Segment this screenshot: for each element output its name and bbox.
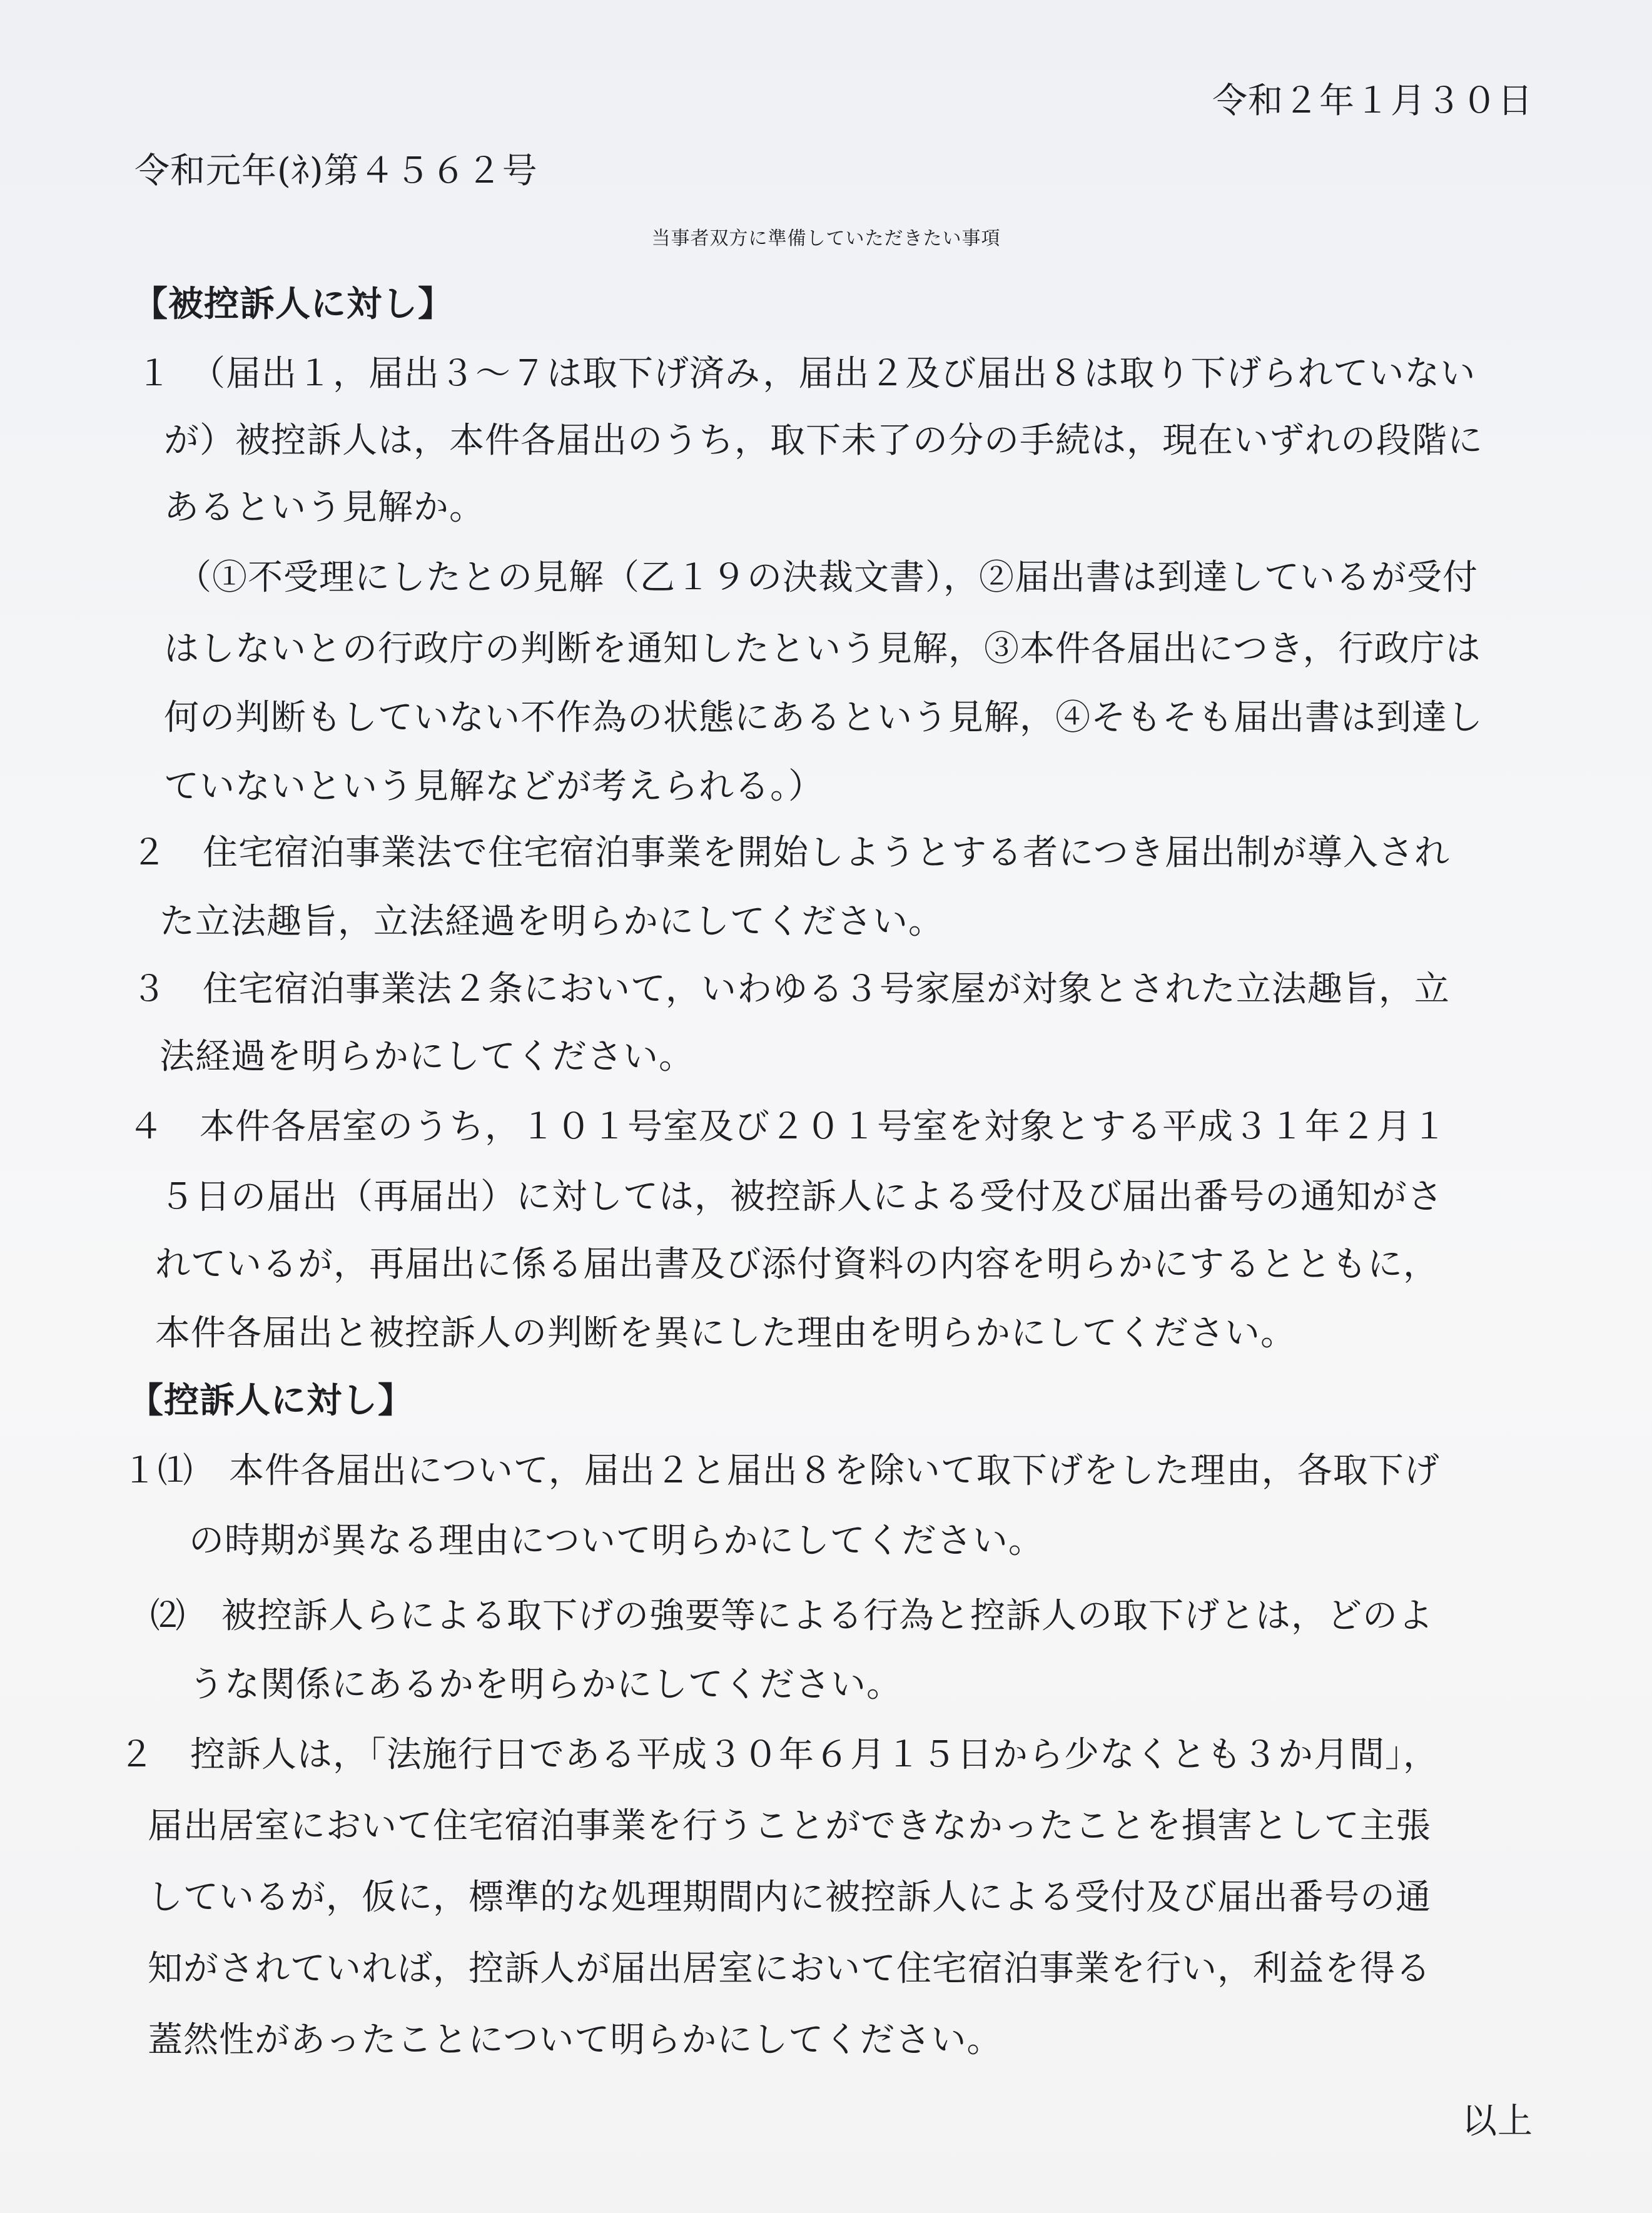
item-4-line-4: 本件各届出と被控訴人の判断を異にした理由を明らかにしてください。 [155,1313,1296,1354]
item-a2-line-2: 届出居室において住宅宿泊事業を行うことができなかったことを損害として主張 [148,1806,1431,1846]
item-1-line-1: １ （届出１，届出３～７は取下げ済み，届出２及び届出８は取り下げられていない [136,353,1476,394]
item-1-line-2: が）被控訴人は，本件各届出のうち，取下未了の分の手続は，現在いずれの段階に [164,420,1483,461]
item-3-line-2: 法経過を明らかにしてください。 [160,1036,694,1077]
item-a2-line-5: 蓋然性があったことについて明らかにしてください。 [148,2020,1003,2060]
closing-text: 以上 [1462,2101,1533,2142]
item-a1-line-2: の時期が異なる理由について明らかにしてください。 [189,1521,1044,1561]
item-3-line-1: ３ 住宅宿泊事業法２条において，いわゆる３号家屋が対象とされた立法趣旨，立 [131,969,1450,1010]
item-a1b-line-1: ⑵ 被控訴人らによる取下げの強要等による行為と控訴人の取下げとは，どのよ [150,1596,1434,1636]
item-1-line-3: あるという見解か。 [164,487,485,528]
document-title: 当事者双方に準備していただきたい事項 [651,228,1001,250]
item-1-line-4: （①不受理にしたとの見解（乙１９の決裁文書），②届出書は到達しているが受付 [176,557,1478,598]
item-4-line-3: れているが，再届出に係る届出書及び添付資料の内容を明らかにするとともに， [155,1244,1439,1285]
section-heading-appellant: 【控訴人に対し】 [128,1380,413,1421]
case-number: 令和元年(ﾈ)第４５６２号 [134,151,538,191]
item-a2-line-3: しているが，仮に，標準的な処理期間内に被控訴人による受付及び届出番号の通 [148,1877,1431,1918]
item-4-line-1: ４ 本件各居室のうち，１０１号室及び２０１号室を対象とする平成３１年２月１ [128,1106,1447,1147]
item-a1-line-1: １⑴ 本件各届出について，届出２と届出８を除いて取下げをした理由，各取下げ [122,1451,1440,1491]
item-1-line-6: 何の判断もしていない不作為の状態にあるという見解，④そもそも届出書は到達し [164,697,1483,738]
item-2-line-1: ２ 住宅宿泊事業法で住宅宿泊事業を開始しようとする者につき届出制が導入され [131,833,1450,873]
item-a2-line-4: 知がされていれば，控訴人が届出居室において住宅宿泊事業を行い，利益を得る [148,1948,1431,1989]
section-heading-respondent: 【被控訴人に対し】 [133,284,454,325]
item-a2-line-1: ２ 控訴人は，「法施行日である平成３０年６月１５日から少なくとも３か月間」， [119,1734,1439,1775]
item-2-line-2: た立法趣旨，立法経過を明らかにしてください。 [160,901,944,942]
document-date: 令和２年１月３０日 [1212,81,1533,121]
item-1-line-5: はしないとの行政庁の判断を通知したという見解，③本件各届出につき，行政庁は [164,629,1481,669]
item-a1b-line-2: うな関係にあるかを明らかにしてください。 [189,1664,902,1705]
item-1-line-7: ていないという見解などが考えられる。） [164,766,824,807]
item-4-line-2: ５日の届出（再届出）に対しては，被控訴人による受付及び届出番号の通知がさ [160,1177,1443,1217]
